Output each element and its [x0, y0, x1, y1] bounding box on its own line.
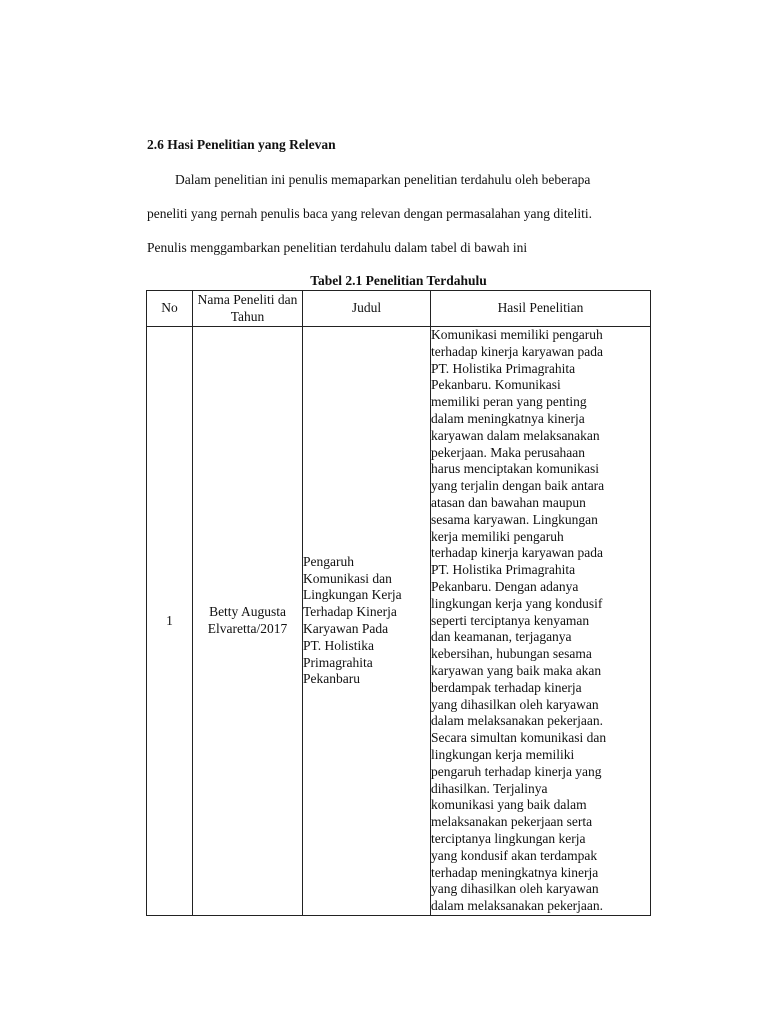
hasil-line: dalam melaksanakan pekerjaan. [431, 898, 604, 914]
hasil-line: dalam meningkatnya kinerja [431, 410, 585, 426]
judul-line: Karyawan Pada [303, 620, 389, 636]
hasil-line: Secara simultan komunikasi dan [431, 730, 607, 746]
judul-line: PT. Holistika [303, 637, 375, 653]
judul-line: Lingkungan Kerja [303, 587, 402, 603]
research-table [146, 290, 651, 916]
hasil-line: terhadap kinerja karyawan pada [431, 343, 604, 359]
hasil-line: PT. Holistika Primagrahita [431, 562, 576, 578]
hasil-line: lingkungan kerja yang kondusif [431, 595, 603, 611]
hasil-line: karyawan yang baik maka akan [431, 662, 602, 678]
header-no: No [147, 291, 193, 327]
header-hasil: Hasil Penelitian [431, 291, 651, 327]
hasil-line: kerja memiliki pengaruh [431, 528, 564, 544]
judul-line: Pengaruh [303, 553, 354, 569]
section-heading: 2.6 Hasi Penelitian yang Relevan [147, 137, 336, 152]
judul-line: Primagrahita [303, 654, 373, 670]
table-header-row [147, 291, 651, 327]
hasil-line: berdampak terhadap kinerja [431, 679, 582, 695]
hasil-line: PT. Holistika Primagrahita [431, 360, 576, 376]
hasil-line: harus menciptakan komunikasi [431, 461, 599, 477]
hasil-line: komunikasi yang baik dalam [431, 797, 587, 813]
hasil-line: lingkungan kerja memiliki [431, 746, 575, 762]
hasil-line: dan keamanan, terjaganya [431, 629, 572, 645]
hasil-line: pekerjaan. Maka perusahaan [431, 444, 586, 460]
paragraph-line: peneliti yang pernah penulis baca yang relevan dengan permasalahan yang diteliti. [147, 206, 592, 221]
hasil-line: yang terjalin dengan baik antara [431, 478, 605, 494]
hasil-line: melaksanakan pekerjaan serta [431, 814, 593, 830]
cell-judul [303, 327, 431, 916]
hasil-line: atasan dan bawahan maupun [431, 494, 586, 510]
table-caption: Tabel 2.1 Penelitian Terdahulu [310, 273, 487, 288]
hasil-line: memiliki peran yang penting [431, 394, 587, 410]
hasil-line: terhadap meningkatnya kinerja [431, 864, 599, 880]
hasil-line: terciptanya lingkungan kerja [431, 830, 586, 846]
hasil-line: pengaruh terhadap kinerja yang [431, 763, 602, 779]
hasil-line: dalam melaksanakan pekerjaan. [431, 713, 604, 729]
judul-line: Pekanbaru [303, 671, 360, 687]
cell-hasil-penelitian [431, 327, 651, 916]
hasil-line: sesama karyawan. Lingkungan [431, 511, 598, 527]
hasil-line: karyawan dalam melaksanakan [431, 427, 600, 443]
hasil-line: seperti terciptanya kenyaman [431, 612, 590, 628]
hasil-line: yang dihasilkan oleh karyawan [431, 696, 599, 712]
hasil-line: yang dihasilkan oleh karyawan [431, 881, 599, 897]
hasil-line: Pekanbaru. Komunikasi [431, 377, 561, 393]
hasil-line: yang kondusif akan terdampak [431, 847, 598, 863]
header-judul: Judul [303, 291, 431, 327]
cell-no: 1 [147, 327, 193, 916]
judul-line: Komunikasi dan [303, 570, 392, 586]
hasil-line: dihasilkan. Terjalinya [431, 780, 548, 796]
judul-line: Terhadap Kinerja [303, 604, 397, 620]
table-row [147, 327, 651, 916]
paragraph-line: Penulis menggambarkan penelitian terdahulu dalam tabel di bawah ini [147, 240, 528, 255]
hasil-line: terhadap kinerja karyawan pada [431, 545, 604, 561]
cell-nama-tahun: Betty Augusta Elvaretta/2017 [193, 327, 303, 916]
hasil-line: Komunikasi memiliki pengaruh [431, 327, 603, 342]
paragraph-line: Dalam penelitian ini penulis memaparkan penelitian terdahulu oleh beberapa [175, 172, 591, 187]
hasil-line: kebersihan, hubungan sesama [431, 646, 592, 662]
hasil-line: Pekanbaru. Dengan adanya [431, 578, 579, 594]
header-nama: Nama Peneliti dan Tahun [193, 291, 303, 327]
